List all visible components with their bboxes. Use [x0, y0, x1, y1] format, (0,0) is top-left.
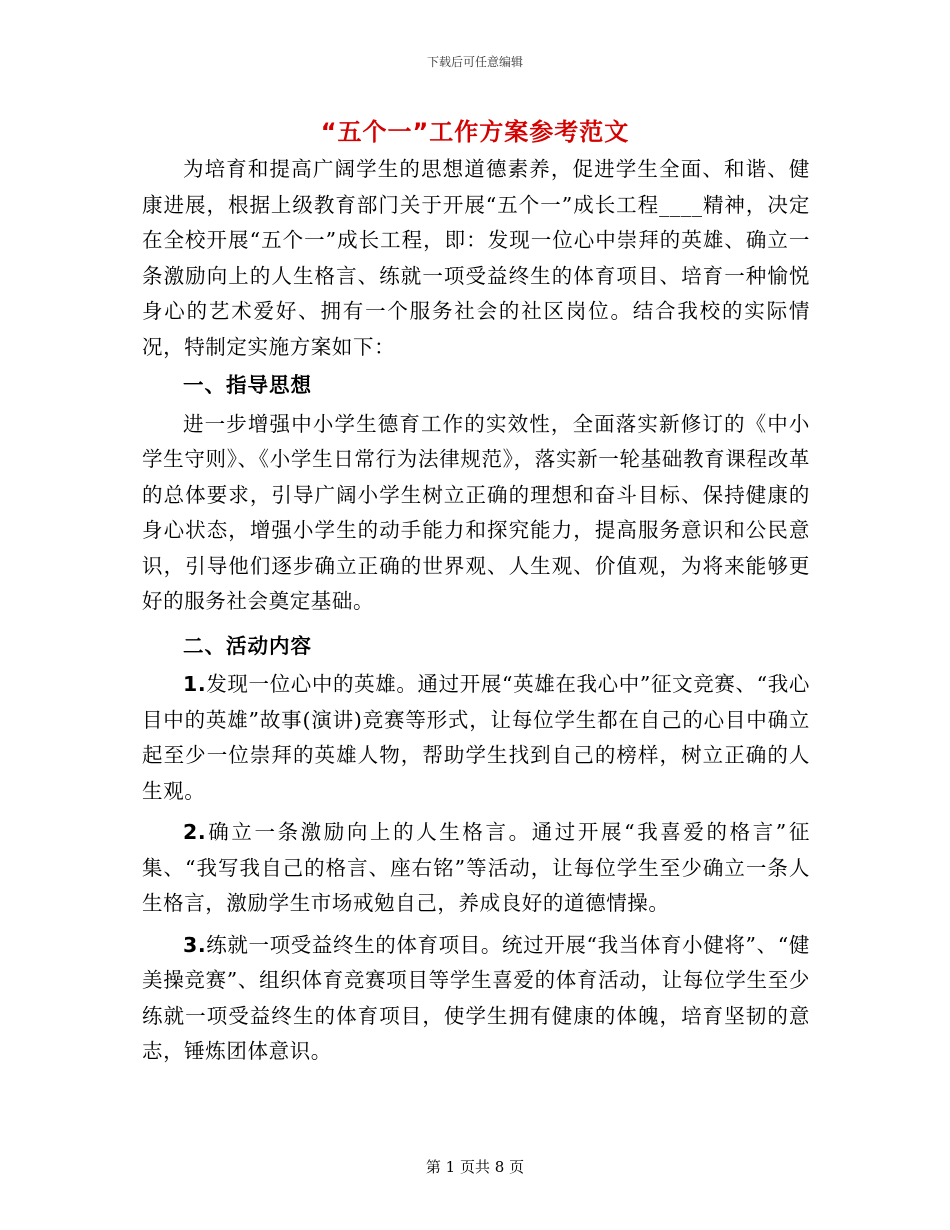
activity-item-2	[142, 815, 810, 922]
activity-item-number: 3.	[183, 932, 207, 957]
activity-item-3	[142, 928, 810, 1070]
header-note: 下载后可任意编辑	[426, 55, 523, 69]
guiding-thought-paragraph: 进一步增强中小学生德育工作的实效性，全面落实新修订的《中小学生守则》、《小学生日常行为法律规范》，落实新一轮基础教育课程改革的总体要求，引导广阔小学生树立正确的理想和奋斗目标、保持健康的身心状态，增强小学生的动手能力和探究能力，提高服务意识和公民意识，引导他们逐步确立正确的世界观、人生观、价值观，为将来能够更好的服务社会奠定基础。	[142, 411, 810, 613]
activity-item-text: 发现一位心中的英雄。通过开展“英雄在我心中”征文竞赛、“我心目中的英雄”故事(演讲)竞赛等形式，让每位学生都在自己的心目中确立起至少一位崇拜的英雄人物，帮助学生找到自己的榜样，树立正确的人生观。	[142, 672, 810, 803]
document-body	[142, 152, 810, 1070]
activity-item-number: 1.	[183, 672, 207, 696]
activity-item-1	[142, 667, 810, 809]
page-footer: 第 1 页共 8 页	[425, 1158, 525, 1176]
document-title: “五个一”工作方案参考范文	[320, 118, 630, 146]
section-heading-activity-content: 二、活动内容	[183, 633, 312, 658]
section-heading-guiding-thought: 一、指导思想	[183, 373, 312, 397]
activity-item-text: 确立一条激励向上的人生格言。通过开展“我喜爱的格言”征集、“我写我自己的格言、座右铭”等活动，让每位学生至少确立一条人生格言，激励学生市场戒勉自己，养成良好的道德情操。	[142, 820, 810, 915]
activity-item-text: 练就一项受益终生的体育项目。统过开展“我当体育小健将”、“健美操竞赛”、组织体育竞赛项目等学生喜爱的体育活动，让每位学生至少练就一项受益终生的体育项目，使学生拥有健康的体魄，培育坚韧的意志，锤炼团体意识。	[142, 932, 810, 1063]
activity-item-number: 2.	[183, 820, 207, 844]
intro-paragraph: 为培育和提高广阔学生的思想道德素养，促进学生全面、和谐、健康进展，根据上级教育部门关于开展“五个一”成长工程____精神，决定在全校开展“五个一”成长工程，即：发现一位心中崇拜的英雄、确立一条激励向上的人生格言、练就一项受益终生的体育项目、培育一种愉悦身心的艺术爱好、拥有一个服务社会的社区岗位。结合我校的实际情况，特制定实施方案如下：	[142, 157, 810, 359]
